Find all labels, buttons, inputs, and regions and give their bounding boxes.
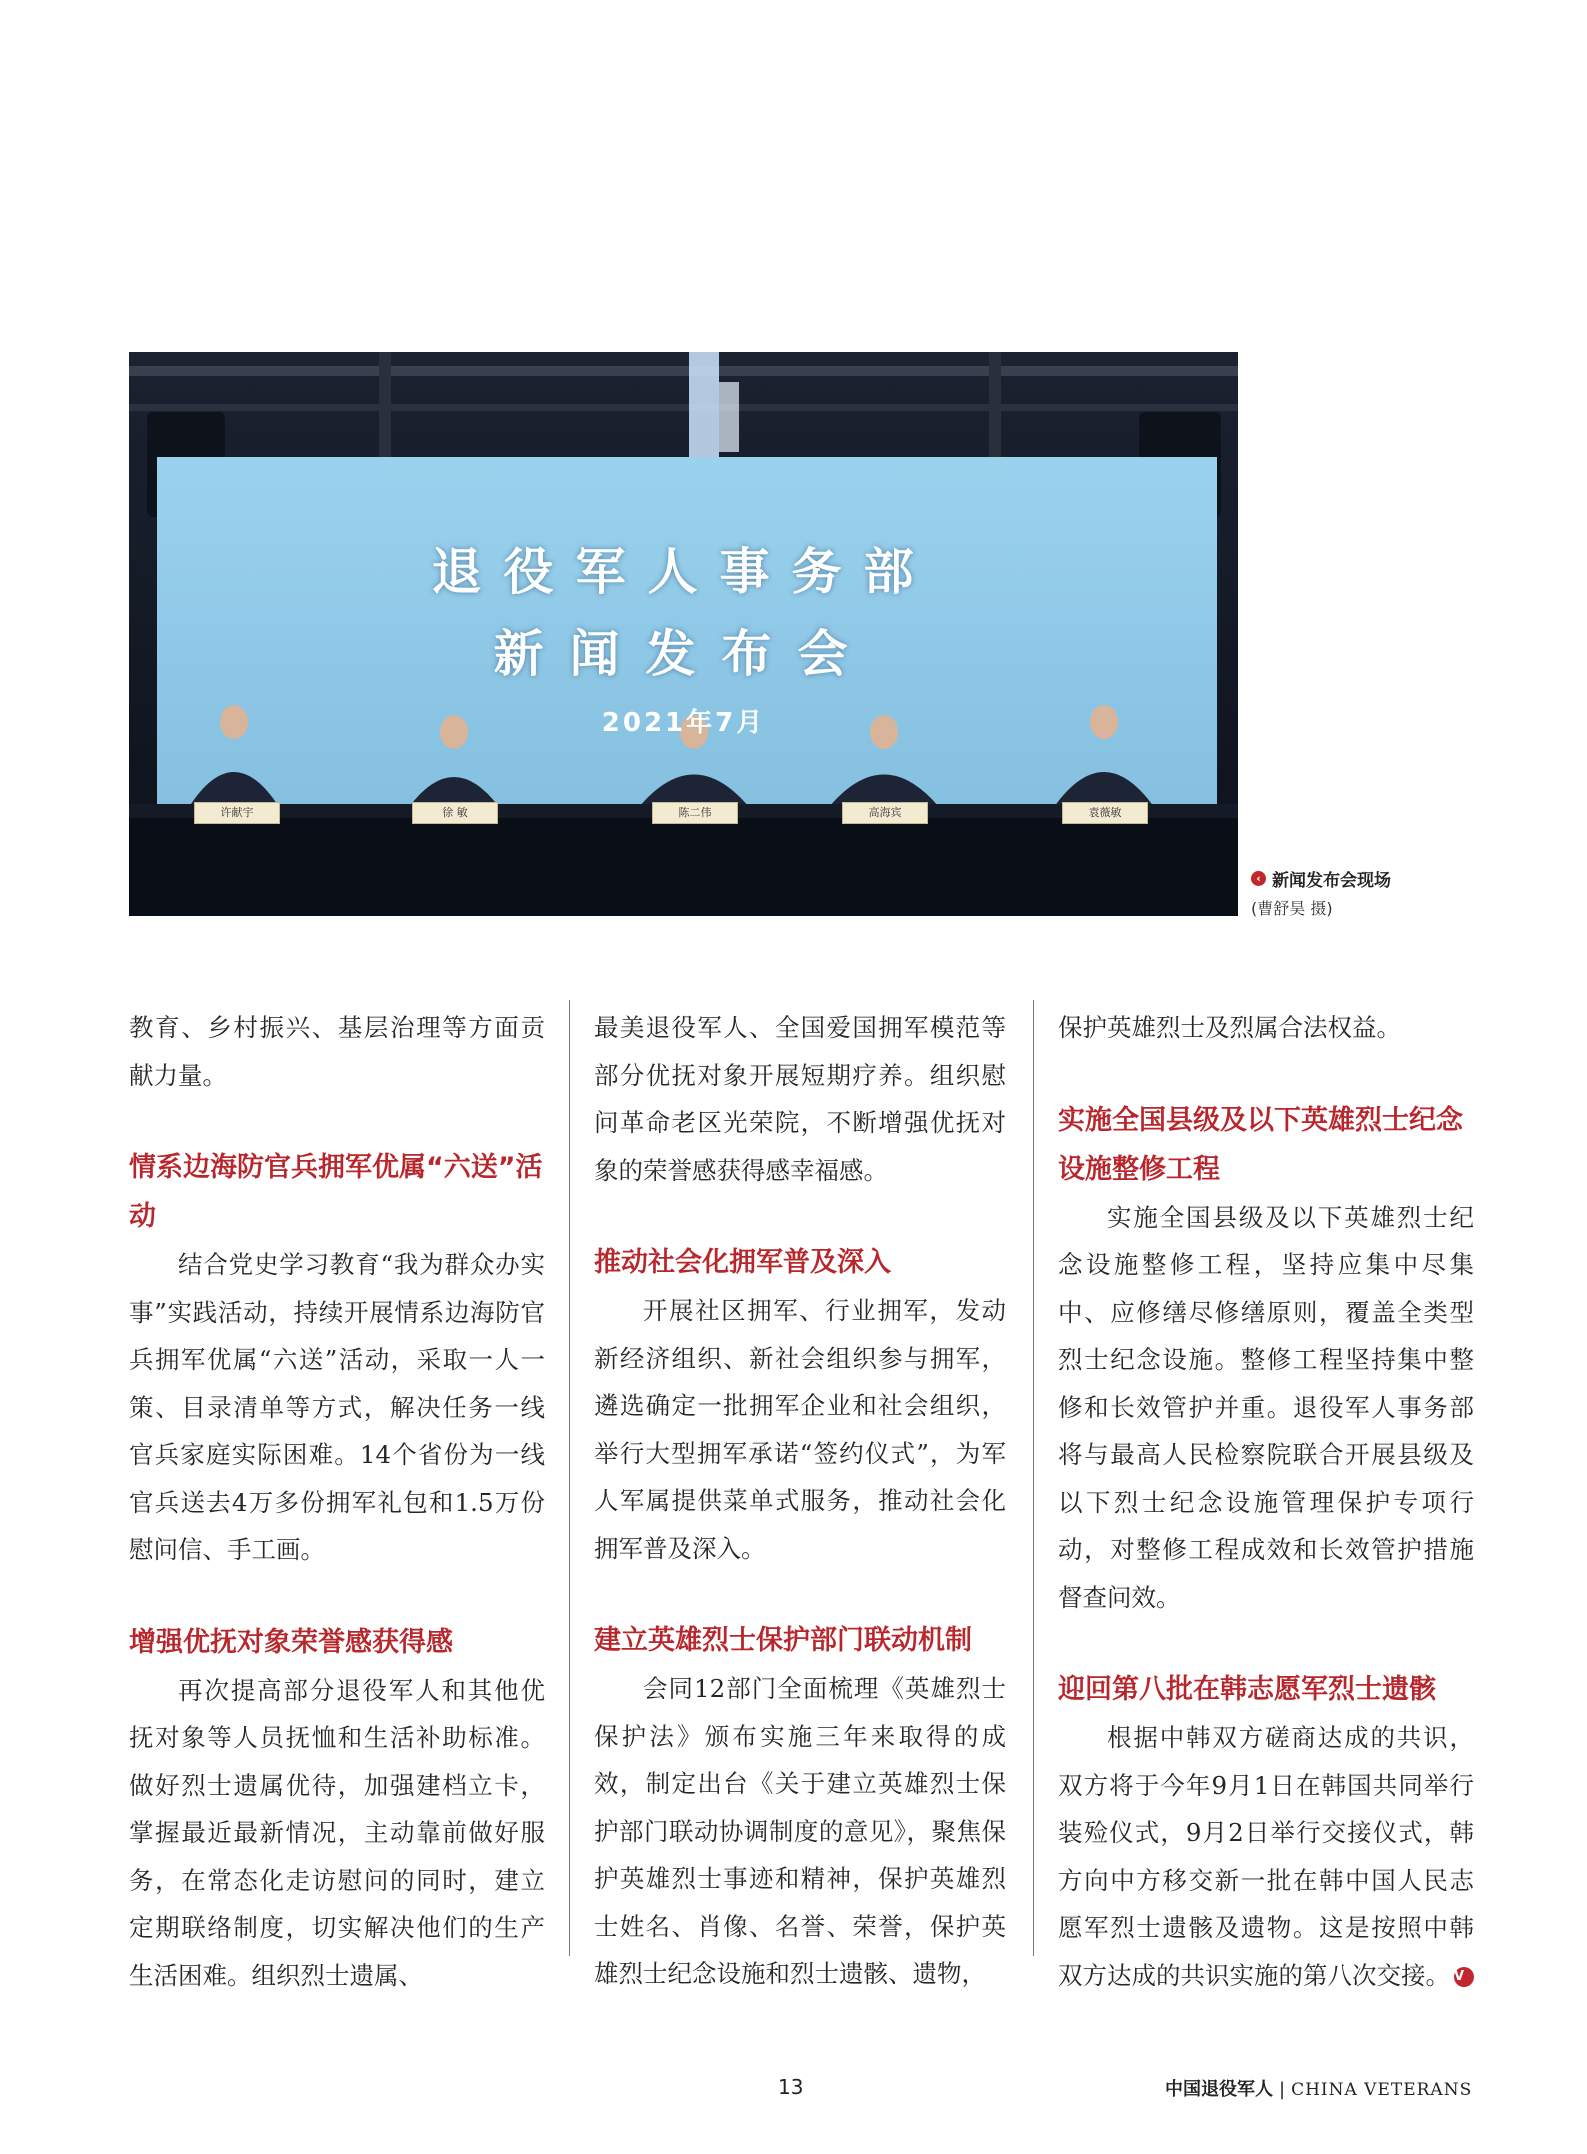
paragraph: 结合党史学习教育“我为群众办实事”实践活动，持续开展情系边海防官兵拥军优属“六送”活动，采取一人一策、目录清单等方式，解决任务一线官兵家庭实际困难。14个省份为一线官兵送去4万多份拥军礼包和1.5万份慰问信、手工画。 xyxy=(129,1250,545,1564)
paragraph: 再次提高部分退役军人和其他优抚对象等人员抚恤和生活补助标准。做好烈士遗属优待，加强建档立卡，掌握最近最新情况，主动靠前做好服务，在常态化走访慰问的同时，建立定期联络制度，切实解决他们的生产生活困难。组织烈士遗属、 xyxy=(129,1675,545,1990)
section-heading: 实施全国县级及以下英雄烈士纪念设施整修工程 xyxy=(1058,1104,1463,1185)
nameplate: 高海宾 xyxy=(842,802,928,824)
photo-caption xyxy=(1251,866,1391,919)
screen-title-line2: 新闻发布会 xyxy=(493,625,874,683)
article-column-1 xyxy=(129,1004,545,1999)
nameplate: 徐 敏 xyxy=(412,802,498,824)
column-divider xyxy=(1033,1000,1034,1956)
article-column-3 xyxy=(1058,1004,1474,1999)
section-heading: 建立英雄烈士保护部门联动机制 xyxy=(594,1625,972,1656)
column-divider xyxy=(569,1000,570,1956)
screen-title-line1: 退役军人事务部 xyxy=(431,543,936,601)
paragraph: 实施全国县级及以下英雄烈士纪念设施整修工程，坚持应集中尽集中、应修缮尽修缮原则，覆盖全类型烈士纪念设施。整修工程坚持集中整修和长效管护并重。退役军人事务部将与最高人民检察院联合开展县级及以下烈士纪念设施管理保护专项行动，对整修工程成效和长效管护措施督查问效。 xyxy=(1058,1202,1474,1612)
section-heading: 情系边海防官兵拥军优属“六送”活动 xyxy=(129,1152,543,1232)
page-number: 13 xyxy=(778,2075,804,2099)
paragraph: 教育、乡村振兴、基层治理等方面贡献力量。 xyxy=(129,1013,545,1090)
paragraph xyxy=(1058,1714,1474,1999)
section-heading: 增强优抚对象荣誉感获得感 xyxy=(129,1626,453,1658)
screen-date: 2021年7月 xyxy=(601,708,766,738)
article-column-2 xyxy=(594,1004,1006,1998)
brand-english: CHINA VETERANS xyxy=(1291,2080,1473,2100)
brand-separator: | xyxy=(1279,2079,1286,2100)
paragraph: 开展社区拥军、行业拥军，发动新经济组织、新社会组织参与拥军，遴选确定一批拥军企业和社会组织，举行大型拥军承诺“签约仪式”，为军人军属提供菜单式服务，推动社会化拥军普及深入。 xyxy=(594,1296,1006,1563)
paragraph: 最美退役军人、全国爱国拥军模范等部分优抚对象开展短期疗养。组织慰问革命老区光荣院，不断增强优抚对象的荣誉感获得感幸福感。 xyxy=(594,1013,1006,1185)
publication-brand xyxy=(1165,2075,1472,2101)
photo-credit: (曹舒昊 摄) xyxy=(1251,899,1333,918)
caption-text: 新闻发布会现场 xyxy=(1272,871,1391,891)
brand-chinese: 中国退役军人 xyxy=(1165,2079,1273,2100)
section-heading: 迎回第八批在韩志愿军烈士遗骸 xyxy=(1058,1674,1436,1705)
section-heading: 推动社会化拥军普及深入 xyxy=(594,1247,891,1278)
paragraph-text: 根据中韩双方磋商达成的共识，双方将于今年9月1日在韩国共同举行装殓仪式，9月2日举行交接仪式，韩方向中方移交新一批在韩中国人民志愿军烈士遗骸及遗物。这是按照中韩双方达成的共识实施的第八次交接。 xyxy=(1058,1723,1474,1990)
paragraph: 保护英雄烈士及烈属合法权益。 xyxy=(1058,1013,1401,1042)
press-conference-photo xyxy=(129,352,1238,916)
nameplate: 袁薇敏 xyxy=(1062,802,1148,824)
chevron-left-icon: ‹ xyxy=(1251,871,1266,886)
nameplate: 许献宇 xyxy=(194,802,280,824)
paragraph: 会同12部门全面梳理《英雄烈士保护法》颁布实施三年来取得的成效，制定出台《关于建立英雄烈士保护部门联动协调制度的意见》，聚焦保护英雄烈士事迹和精神，保护英雄烈士姓名、肖像、名誉、荣誉，保护英雄烈士纪念设施和烈士遗骸、遗物， xyxy=(594,1674,1006,1988)
nameplate: 陈二伟 xyxy=(652,802,738,824)
end-mark-icon: V xyxy=(1454,1967,1474,1987)
